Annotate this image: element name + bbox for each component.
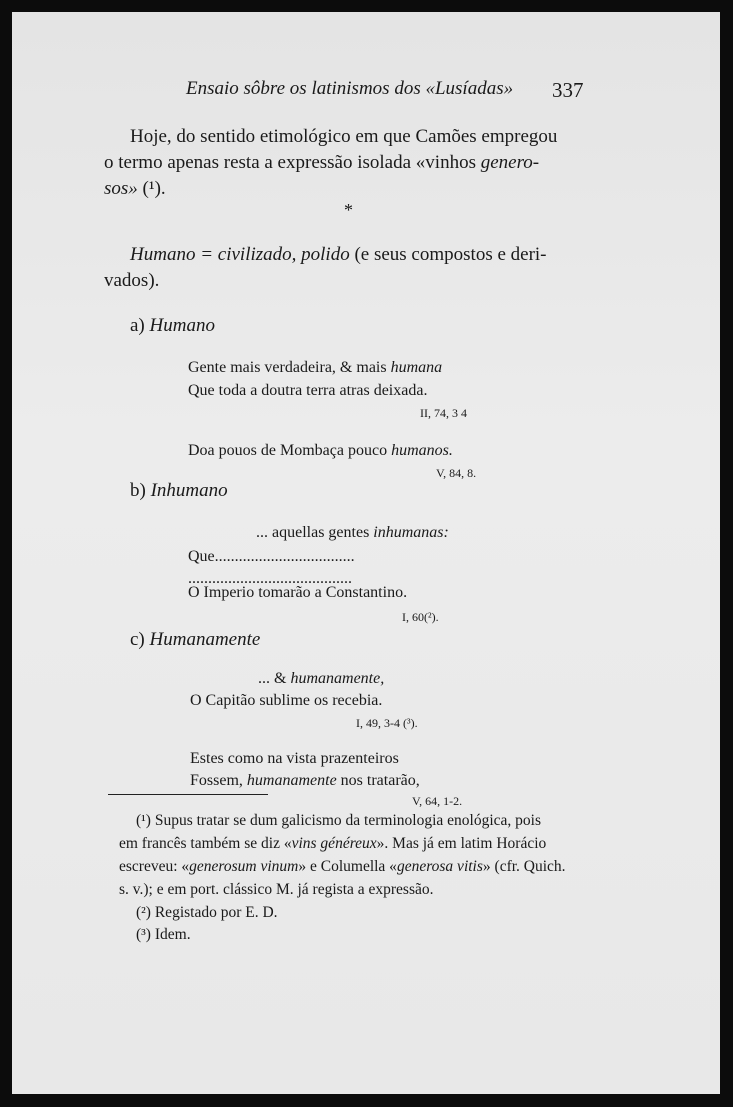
section-a-heading: a) Humano xyxy=(130,315,215,336)
footnote-1-line-4: s. v.); e em port. clássico M. já regista a expressão. xyxy=(119,881,434,898)
footnote-1-line-1: (¹) Supus tratar se dum galicismo da terminologia enológica, pois xyxy=(136,812,541,829)
section-b-verse-3: ......................................... xyxy=(188,570,352,587)
section-a-ref-1: II, 74, 3 4 xyxy=(420,406,467,420)
book-page xyxy=(12,12,720,1094)
section-separator: * xyxy=(344,200,353,220)
section-a-verse-1: Gente mais verdadeira, & mais humana xyxy=(188,359,443,376)
intro-line-3: sos» (¹). xyxy=(104,178,166,199)
footnote-1-line-3: escreveu: «generosum vinum» e Columella «generosa vitis» (cfr. Quich. xyxy=(119,858,566,875)
section-b-heading: b) Inhumano xyxy=(130,480,228,501)
definition-line-2: vados). xyxy=(104,270,160,291)
section-a-verse-3: Doa pouos de Mombaça pouco humanos. xyxy=(188,442,453,459)
definition-line-1: Humano = civilizado, polido (e seus compostos e deri- xyxy=(130,244,547,265)
intro-line-1: Hoje, do sentido etimológico em que Camões empregou xyxy=(130,126,558,147)
section-c-verse-4: Fossem, humanamente nos tratarão, xyxy=(190,772,420,789)
section-c-verse-1: ... & humanamente, xyxy=(258,670,385,687)
section-b-ref: I, 60(²). xyxy=(402,610,439,624)
section-b-verse-2: Que................................... xyxy=(188,548,355,565)
footnote-1-line-2: em francês também se diz «vins généreux». Mas já em latim Horácio xyxy=(119,835,547,852)
section-c-verse-3: Estes como na vista prazenteiros xyxy=(190,750,399,767)
section-b-verse-1: ... aquellas gentes inhumanas: xyxy=(256,524,449,541)
section-a-verse-2: Que toda a doutra terra atras deixada. xyxy=(188,382,428,399)
footnote-rule xyxy=(108,794,268,795)
intro-line-2: o termo apenas resta a expressão isolada «vinhos genero- xyxy=(104,152,540,173)
footnote-2: (²) Registado por E. D. xyxy=(136,904,278,921)
footnote-3: (³) Idem. xyxy=(136,926,191,943)
section-c-verse-2: O Capitão sublime os recebia. xyxy=(190,692,383,709)
section-b-verse-4: O Imperio tomarão a Constantino. xyxy=(188,584,408,601)
page-number: 337 xyxy=(552,78,584,102)
section-c-ref-1: I, 49, 3-4 (³). xyxy=(356,716,418,730)
running-header: Ensaio sôbre os latinismos dos «Lusíadas» xyxy=(186,78,514,99)
section-a-ref-2: V, 84, 8. xyxy=(436,466,477,480)
section-c-ref-2: V, 64, 1-2. xyxy=(412,794,463,808)
section-c-heading: c) Humanamente xyxy=(130,629,261,650)
